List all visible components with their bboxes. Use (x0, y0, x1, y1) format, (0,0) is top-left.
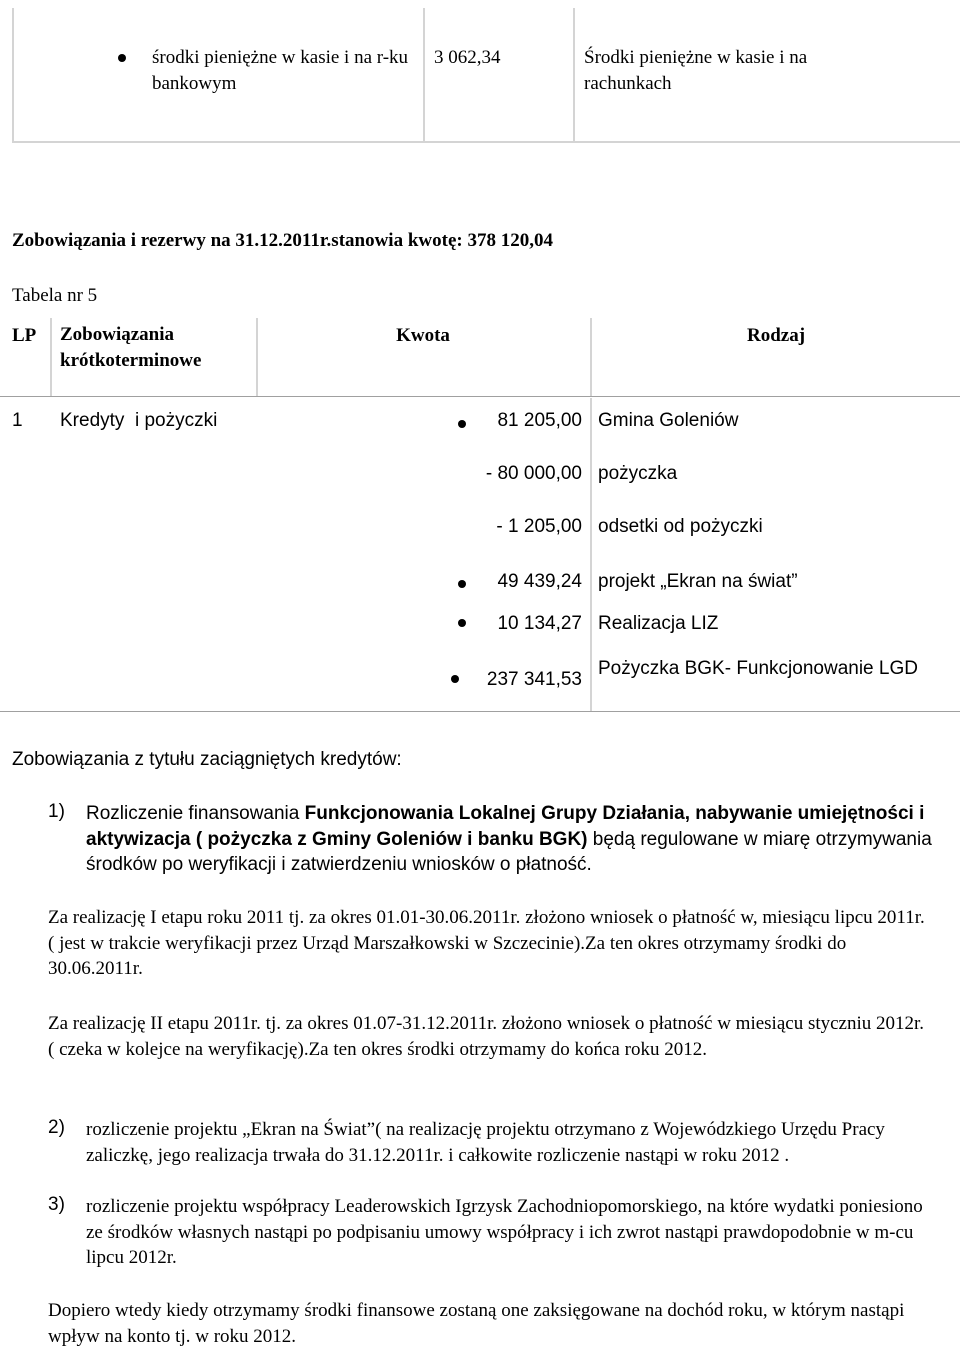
cell-border (12, 8, 14, 142)
item-1-text (86, 801, 946, 878)
table-bottom-border (12, 141, 960, 143)
bullet-icon (451, 675, 459, 683)
type-cell: Realizacja LIZ (598, 613, 719, 634)
type-cell: odsetki od pożyczki (598, 516, 763, 537)
table-caption: Tabela nr 5 (12, 285, 98, 306)
type-cell: pożyczka (598, 463, 678, 484)
closing-paragraph: Dopiero wtedy kiedy otrzymamy środki finansowe zostaną one zaksięgowane na dochód roku, w którym nastąpi wpływ na konto tj. w roku 2012. (48, 1300, 905, 1347)
type-cell: Gmina Goleniów (598, 410, 739, 431)
cell-border (590, 398, 592, 711)
item-number: 1) (48, 801, 65, 822)
header-amount: Kwota (396, 325, 450, 346)
row-lp: 1 (12, 410, 23, 431)
row-name: Kredyty i pożyczki (60, 410, 218, 431)
liabilities-total: Zobowiązania i rezerwy na 31.12.2011r.stanowia kwotę: 378 120,04 (12, 230, 553, 251)
item-number: 3) (48, 1194, 65, 1215)
amount-cell: - 1 205,00 (496, 516, 582, 537)
amount-cell: 10 134,27 (497, 613, 582, 634)
stage-1-paragraph: Za realizację I etapu roku 2011 tj. za okres 01.01-30.06.2011r. złożono wniosek o płatność w, miesiącu lipcu 2011r. ( jest w trakcie weryfikacji przez Urząd Marszałkowski w Szczecinie).Za ten okres otrzymamy środki do 30.06.2011r. (48, 907, 925, 979)
header-lp: LP (12, 325, 37, 346)
item-1-bold: Funkcjonowania Lokalnej Grupy Działania, nabywanie umiejętności i aktywizacja ( pożyczka z Gminy Goleniów i banku BGK) (86, 803, 925, 850)
header-liabilities: Zobowiązania krótkoterminowe (60, 324, 202, 371)
amount-cell: 237 341,53 (486, 669, 582, 690)
amount-cell: 49 439,24 (497, 571, 582, 592)
type-cell: projekt „Ekran na świat” (598, 571, 798, 592)
amount-cell: - 80 000,00 (485, 463, 582, 484)
cell-border (50, 318, 52, 396)
top-table-amount: 3 062,34 (434, 47, 501, 68)
table-bottom-border (0, 711, 960, 712)
item-number: 2) (48, 1117, 65, 1138)
header-type: Rodzaj (746, 325, 806, 346)
amount-cell: 81 205,00 (497, 410, 582, 431)
top-table-description: Środki pieniężne w kasie i na rachunkach (584, 47, 808, 94)
item-3-text: rozliczenie projektu współpracy Leaderowskich Igrzysk Zachodniopomorskiego, na które wydatki poniesiono ze środków własnych nastąpi po podpisaniu umowy współpracy i ich zwrot nastąpi prawdopodobnie w m-cu lipcu 2012r. (86, 1196, 923, 1268)
cell-border (573, 8, 575, 142)
stage-2-paragraph: Za realizację II etapu 2011r. tj. za okres 01.07-31.12.2011r. złożono wniosek o płatność w miesiącu styczniu 2012r. ( czeka w kolejce na weryfikację).Za ten okres środki otrzymamy do końca roku 2012. (48, 1013, 925, 1060)
section-heading: Zobowiązania z tytułu zaciągniętych kredytów: (12, 749, 402, 770)
bullet-icon (458, 619, 466, 627)
type-cell: Pożyczka BGK- Funkcjonowanie LGD (598, 658, 918, 679)
bullet-icon (458, 420, 466, 428)
item-1-tail: będą regulowane w miarę otrzymywania środków po weryfikacji i zatwierdzeniu wniosków o płatność. (86, 828, 932, 875)
item-1-lead: Rozliczenie finansowania (86, 803, 305, 824)
cell-border (423, 8, 425, 142)
item-2-text: rozliczenie projektu „Ekran na Świat”( na realizację projektu otrzymano z Wojewódzkiego Urzędu Pracy zaliczkę, jego realizacja trwała do 31.12.2011r. i całkowite rozliczenie nastąpi w roku 2012 . (86, 1119, 885, 1166)
header-row-border (0, 396, 960, 397)
bullet-icon (458, 580, 466, 588)
top-table-item: środki pieniężne w kasie i na r-ku bankowym (152, 47, 409, 94)
bullet-icon (118, 54, 126, 62)
